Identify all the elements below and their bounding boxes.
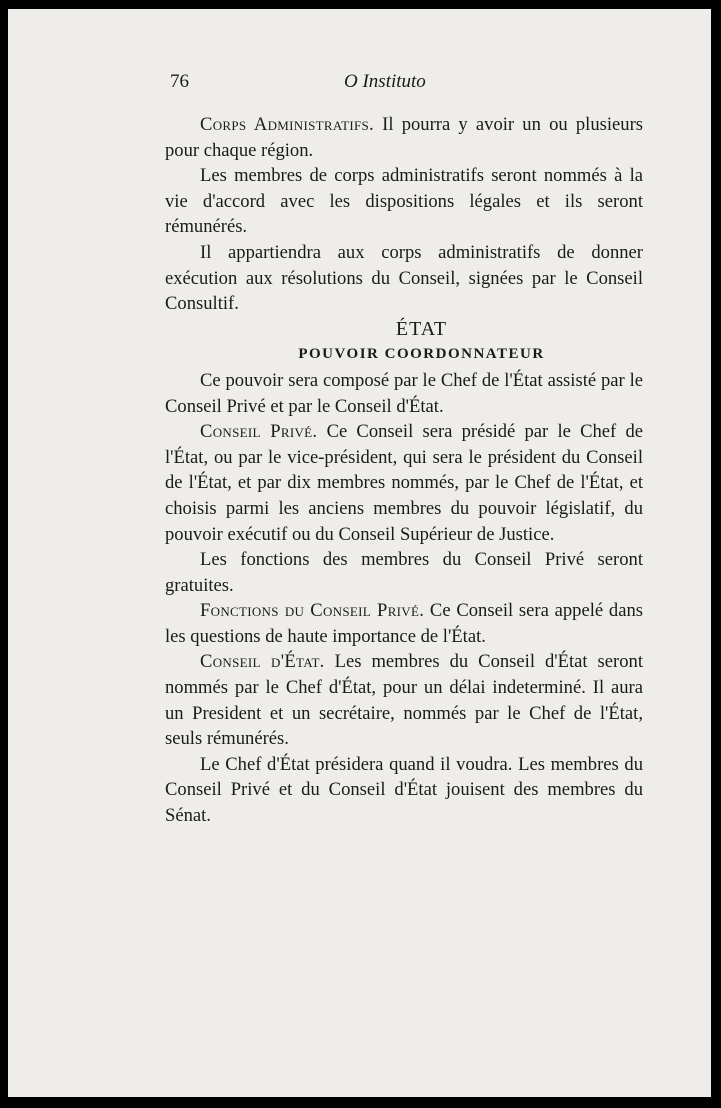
paragraph-text: Les membres de corps administratifs seront nommés à la vie d'accord avec les dispositions légales et ils seront rémunérés. (165, 165, 643, 238)
page-number: 76 (170, 71, 189, 92)
body-text (165, 112, 643, 829)
paragraph (165, 419, 643, 547)
paragraph-lead: Fonctions du Conseil Privé. (200, 600, 425, 622)
paragraph-text: Les fonctions des membres du Conseil Privé seront gratuites. (165, 549, 643, 596)
paragraph-lead: Conseil Privé. (200, 421, 318, 443)
paragraph (165, 598, 643, 649)
paragraph (165, 752, 643, 829)
subsection-heading: POUVOIR COORDONNATEUR (298, 346, 545, 363)
paragraph-text: Ce pouvoir sera composé par le Chef de l'État assisté par le Conseil Privé et par le Conseil d'État. (165, 369, 643, 417)
document-page (8, 9, 711, 1097)
journal-title: O Instituto (344, 71, 426, 92)
paragraph-lead: Conseil d'État. (200, 651, 325, 673)
paragraph (165, 240, 643, 317)
paragraph (165, 112, 643, 163)
paragraph-text: Ce Conseil sera appelé dans les questions de haute importance de l'État. (165, 600, 643, 647)
paragraph-text: Le Chef d'État présidera quand il voudra. Les membres du Conseil Privé et du Conseil d'État jouisent des membres du Sénat. (165, 753, 643, 827)
running-head (8, 69, 711, 99)
paragraph-text: Les membres du Conseil d'État seront nommés par le Chef d'État, pour un délai indeterminé. Il aura un President et un secrétaire, nommés par le Chef de l'État, seuls rémunérés. (165, 651, 643, 750)
paragraph (165, 649, 643, 751)
paragraph (165, 163, 643, 240)
paragraph-text: Ce Conseil sera présidé par le Chef de l'État, ou par le vice-président, qui sera le président du Conseil de l'État, et par dix membres nommés, par le Chef de l'État, et choisis parmi les anciens membres du pouvoir législatif, du pouvoir exécutif ou du Conseil Supérieur de Justice. (165, 421, 643, 545)
section-heading: ÉTAT (395, 317, 448, 340)
paragraph-text: Il appartiendra aux corps administratifs de donner exécution aux résolutions du Conseil, signées par le Conseil Consultif. (165, 241, 643, 315)
paragraph-lead: Corps Administratifs. (200, 114, 374, 135)
paragraph (165, 368, 643, 419)
paragraph (165, 547, 643, 598)
paragraph-text: Il pourra y avoir un ou plusieurs pour chaque région. (165, 114, 643, 161)
